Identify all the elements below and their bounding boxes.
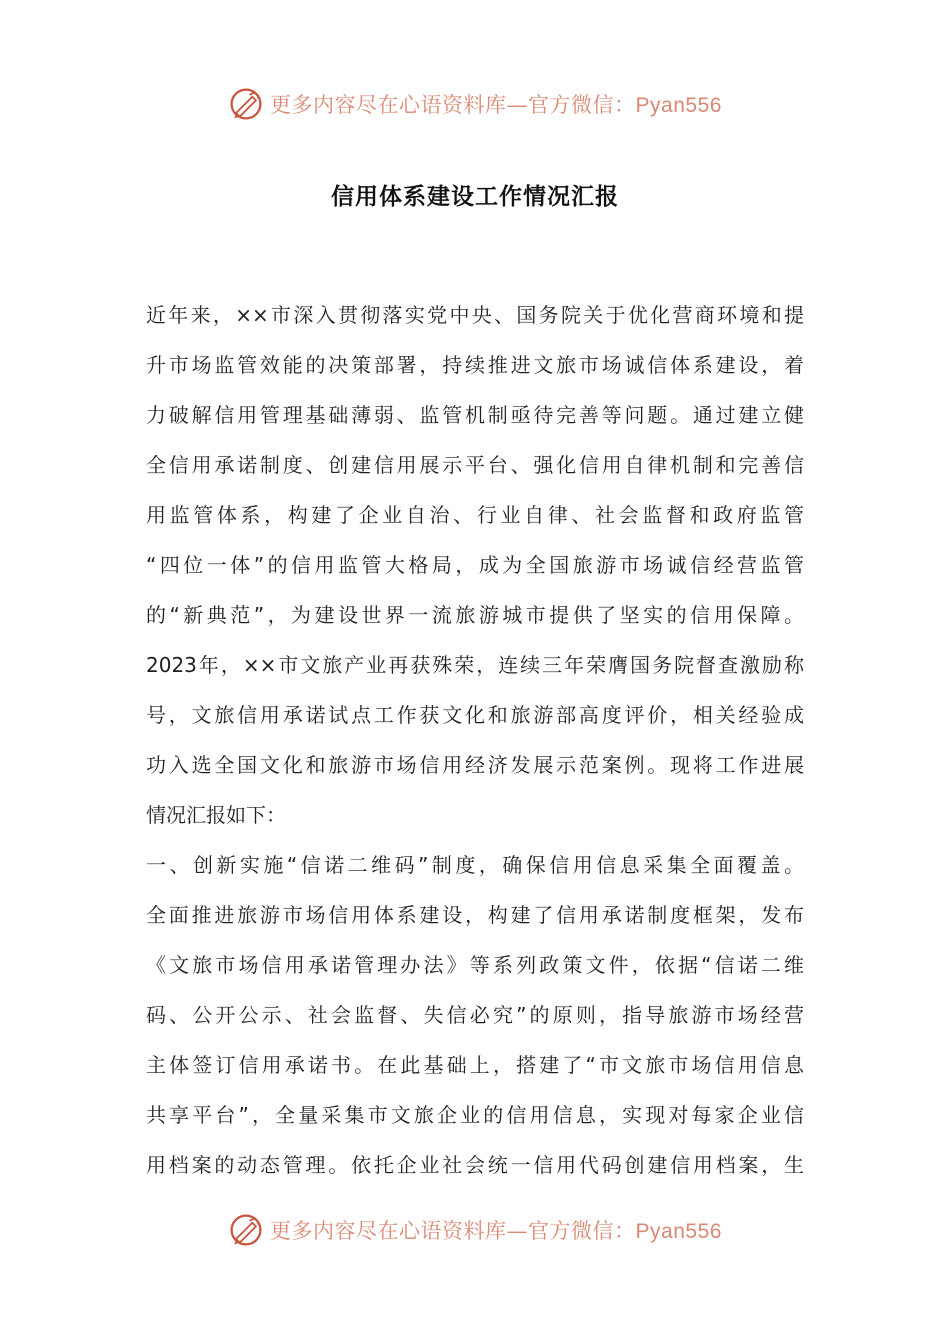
header-watermark xyxy=(0,84,950,124)
body-line: 用监管体系，构建了企业自治、行业自律、社会监督和政府监管 xyxy=(146,503,804,527)
body-line: 用档案的动态管理。依托企业社会统一信用代码创建信用档案，生 xyxy=(146,1153,804,1177)
body-line: 共享平台”，全量采集市文旅企业的信用信息，实现对每家企业信 xyxy=(146,1103,804,1127)
body-line: 全面推进旅游市场信用体系建设，构建了信用承诺制度框架，发布 xyxy=(146,903,804,927)
body-line: 号，文旅信用承诺试点工作获文化和旅游部高度评价，相关经验成 xyxy=(146,703,804,727)
body-line: 的“新典范”，为建设世界一流旅游城市提供了坚实的信用保障。 xyxy=(146,603,804,627)
body-line: 功入选全国文化和旅游市场信用经济发展示范案例。现将工作进展 xyxy=(146,753,804,777)
watermark-text: 更多内容尽在心语资料库—官方微信： xyxy=(270,1219,636,1243)
body-line: 主体签订信用承诺书。在此基础上，搭建了“市文旅市场信用信息 xyxy=(146,1053,804,1077)
document-body xyxy=(146,290,804,1190)
watermark-wechat-id: Pyan556 xyxy=(635,1220,722,1243)
body-line: 《文旅市场信用承诺管理办法》等系列政策文件，依据“信诺二维 xyxy=(146,953,804,977)
body-line: 升市场监管效能的决策部署，持续推进文旅市场诚信体系建设，着 xyxy=(146,353,804,377)
body-line: 2023年，××市文旅产业再获殊荣，连续三年荣膺国务院督查激励称 xyxy=(146,653,804,677)
pen-logo-icon xyxy=(228,86,264,122)
watermark-text: 更多内容尽在心语资料库—官方微信： xyxy=(270,93,636,117)
body-line: “四位一体”的信用监管大格局，成为全国旅游市场诚信经营监管 xyxy=(146,553,804,577)
body-line: 近年来，××市深入贯彻落实党中央、国务院关于优化营商环境和提 xyxy=(146,303,804,327)
pen-logo-icon xyxy=(228,1212,264,1248)
footer-watermark xyxy=(0,1210,950,1250)
body-line: 力破解信用管理基础薄弱、监管机制亟待完善等问题。通过建立健 xyxy=(146,403,804,427)
section-heading: 一、创新实施“信诺二维码”制度，确保信用信息采集全面覆盖。 xyxy=(146,853,804,877)
body-line: 情况汇报如下： xyxy=(146,803,286,827)
body-line: 码、公开公示、社会监督、失信必究”的原则，指导旅游市场经营 xyxy=(146,1003,804,1027)
watermark-wechat-id: Pyan556 xyxy=(635,94,722,117)
body-line: 全信用承诺制度、创建信用展示平台、强化信用自律机制和完善信 xyxy=(146,453,804,477)
document-title: 信用体系建设工作情况汇报 xyxy=(331,184,619,210)
